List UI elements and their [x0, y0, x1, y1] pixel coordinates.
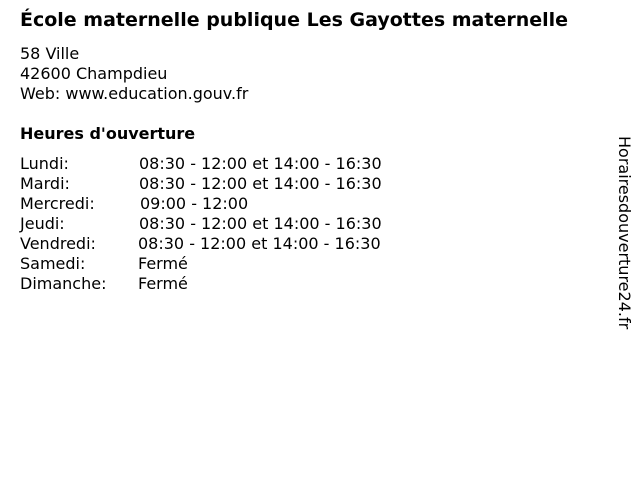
- site-watermark: Horairesdouverture24.fr: [615, 136, 634, 330]
- day-label: Dimanche:: [20, 274, 107, 293]
- website-link[interactable]: Web: www.education.gouv.fr: [20, 84, 249, 103]
- day-label: Jeudi:: [20, 214, 65, 233]
- day-label: Mercredi:: [20, 194, 95, 213]
- day-hours: 09:00 - 12:00: [140, 194, 249, 213]
- day-label: Vendredi:: [20, 234, 96, 253]
- street-address: 58 Ville: [20, 44, 80, 63]
- day-hours: Fermé: [138, 274, 188, 293]
- day-hours: 08:30 - 12:00 et 14:00 - 16:30: [138, 234, 381, 253]
- page-title: École maternelle publique Les Gayottes maternelle: [20, 9, 569, 31]
- day-hours: 08:30 - 12:00 et 14:00 - 16:30: [139, 174, 382, 193]
- city-postcode: 42600 Champdieu: [20, 64, 168, 83]
- address-block: [20, 44, 248, 104]
- day-hours: 08:30 - 12:00 et 14:00 - 16:30: [139, 154, 382, 173]
- day-hours: 08:30 - 12:00 et 14:00 - 16:30: [139, 214, 382, 233]
- day-hours: Fermé: [138, 254, 188, 273]
- day-label: Lundi:: [20, 154, 69, 173]
- day-label: Samedi:: [20, 254, 86, 273]
- opening-hours-heading: Heures d'ouverture: [20, 124, 196, 143]
- day-label: Mardi:: [20, 174, 70, 193]
